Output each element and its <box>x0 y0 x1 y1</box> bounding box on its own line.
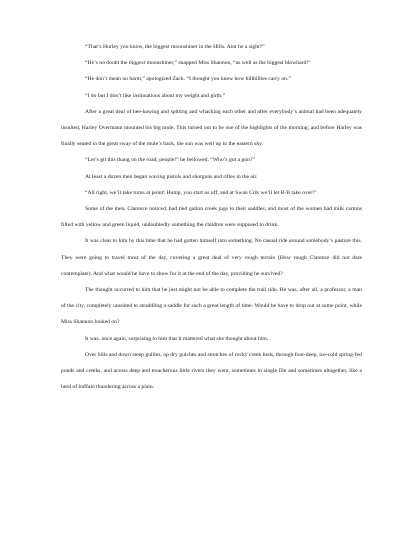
paragraph-9: Some of the men, Clarence noticed, had tied gallon creek jugs to their saddles; and most of the women had milk cartons filled with yellow and green liquid, undoubtedly something the children were supposed to drink. <box>61 206 362 229</box>
paragraph-3: “He don’t mean no harm,” apologized Zack. “I thought you knew how hillbillies carry on.” <box>85 76 291 83</box>
paragraph-12: It was, once again, surprising to him that it mattered what she thought about him. <box>85 335 269 342</box>
paragraph-13: Over hills and down steep gullies, up dry gulches and stretches of rocky creek beds, through foot-deep, ice-cold spring-fed ponds and creeks, and across deep and treacherous little rivers they went, sometimes in single file and sometimes altogether, like a herd of buffalo thundering across a plain. <box>61 351 362 391</box>
emphasis-biggest: biggest <box>128 60 146 67</box>
paragraph-6: “Let’s git this thang on the road, people!” he bellowed. “Who’s got a gun?” <box>85 157 255 164</box>
paragraph-7: At least a dozen men began waving pistols and shotguns and rifles in the air. <box>85 173 258 180</box>
paragraph-10: It was clear to him by this time that he had gotten himself into something. No casual ride around somebody’s pasture this. They were going to travel most of the day, covering a great deal of very rough terrain (How rough Clarence did not dare contemplate). And what would he have to show for it at the end of the day, providing he survived? <box>61 238 362 277</box>
paragraph-2-end: moonshiner,” snapped Miss Shannon, “as well as the biggest blowhard!” <box>145 60 311 67</box>
body-text <box>61 39 362 395</box>
paragraph-8: “All right, we’ll take turns at point! Hump, you start us off, and at Swan Crik we’ll let B-B take over!” <box>85 189 317 196</box>
paragraph-5: After a great deal of hee-hawing and spitting and whacking each other and after everybody’s animal had been adequately insulted, Harley Overmann mounted his big mule. This turned out to be one of the highlights of the morning; and before Harley was finally seated in the great sway of the mule’s back, the sun was well up in the eastern sky. <box>61 108 362 148</box>
paragraph-11: The thought occurred to him that he just might not be able to complete the trail ride. He was, after all, a professor, a man of the city, completely unsuited to straddling a saddle for such a great length of time. Would he have to drop out at some point, while Miss Shannon looked on? <box>61 287 362 326</box>
paragraph-2-start: “He’s no doubt the <box>85 60 129 67</box>
paragraph-2 <box>61 55 362 71</box>
paragraph-4: “I do but I don’t like insinuations about my weight and girth.” <box>85 92 225 99</box>
paragraph-1: “That’s Hurley you know, the biggest moonshiner in the Hills. Aint he a sight?” <box>85 44 265 50</box>
